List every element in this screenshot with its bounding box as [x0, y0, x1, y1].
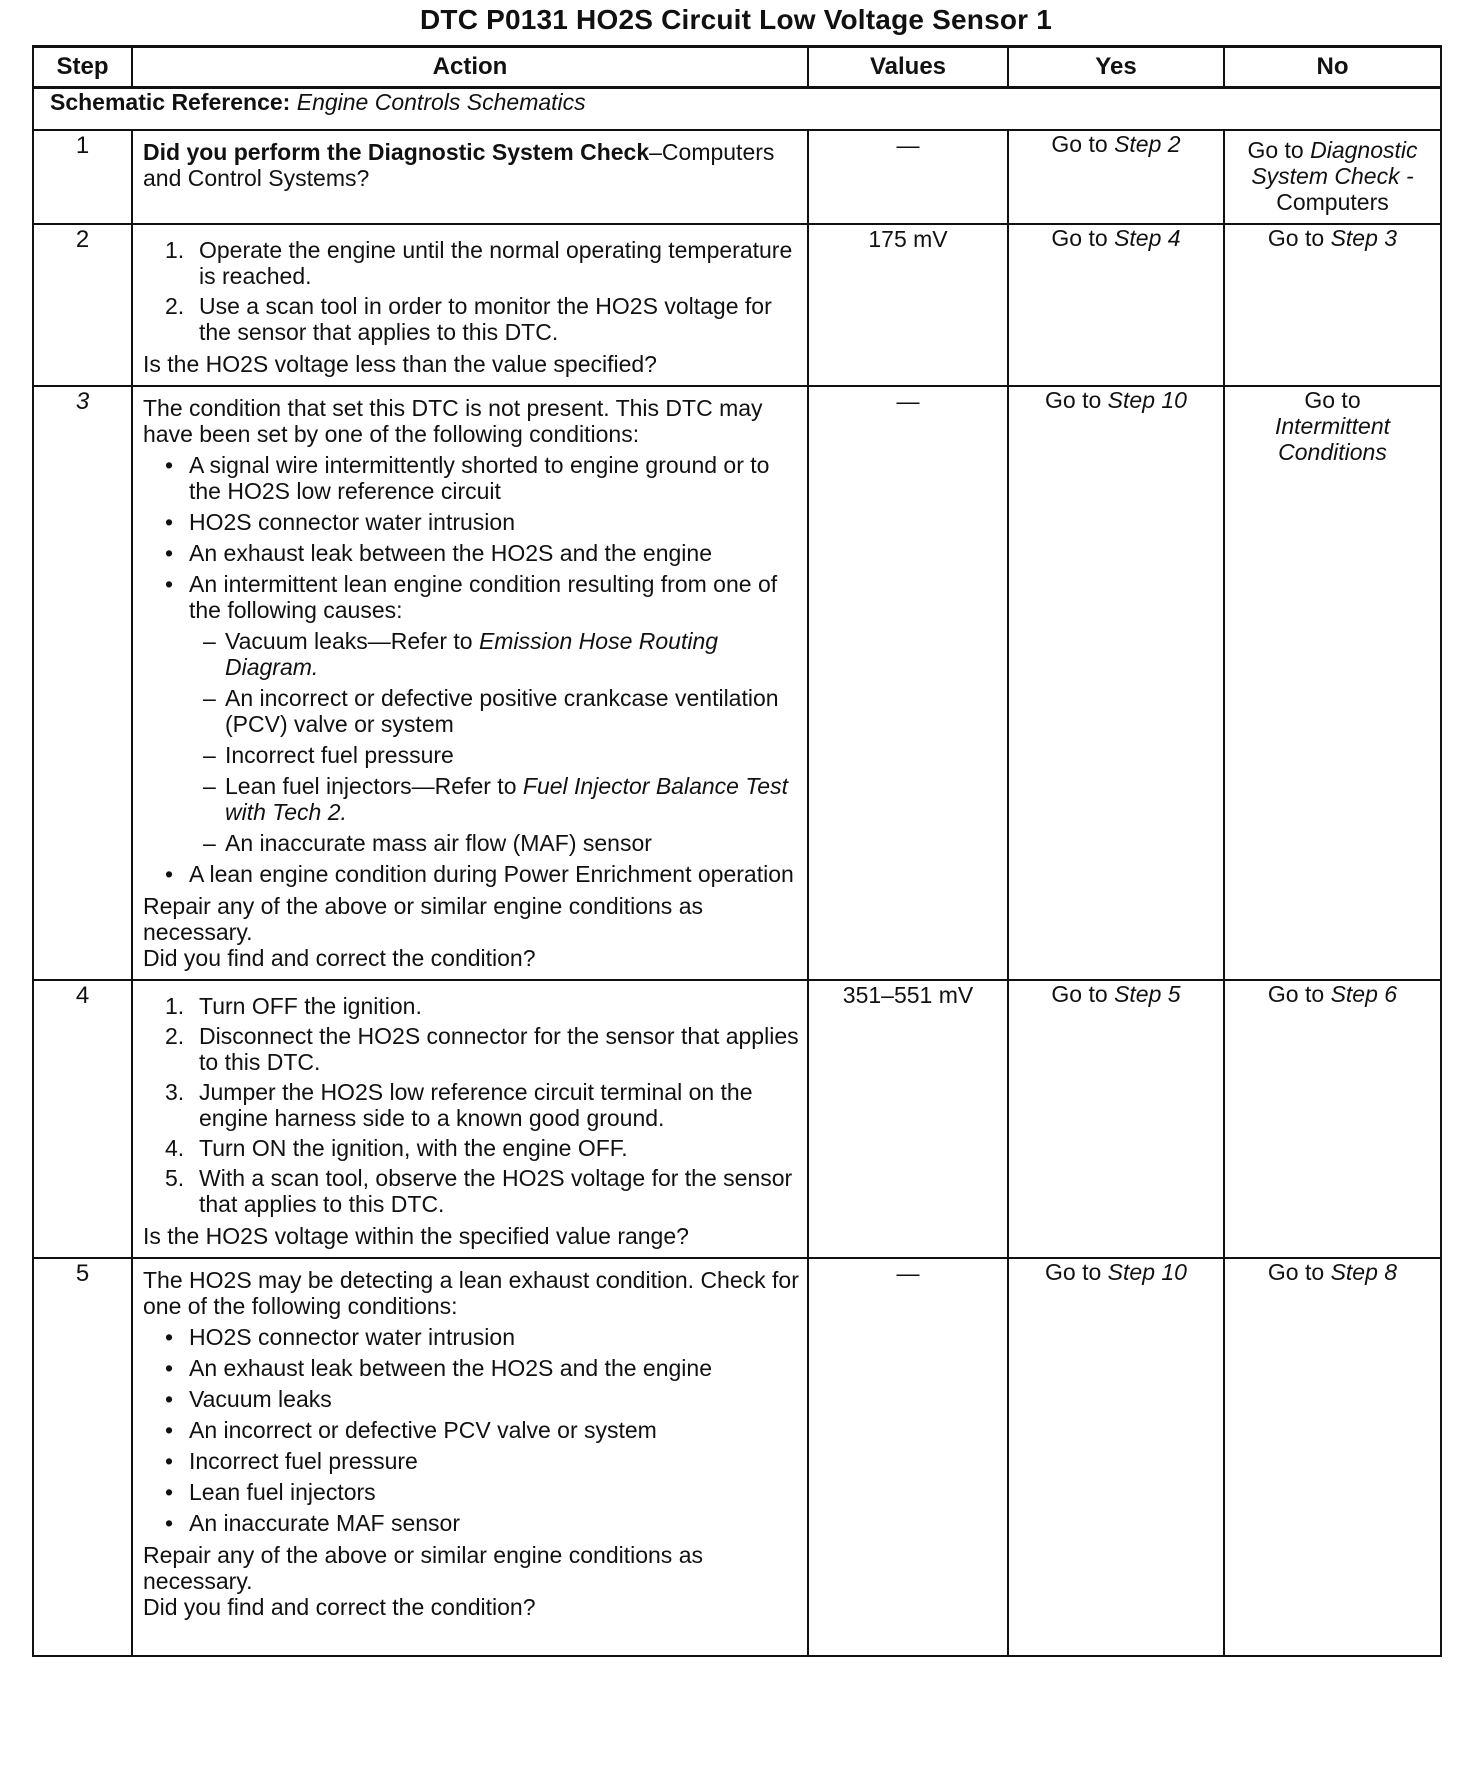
bullet-item: • Vacuum leaks — [143, 1386, 799, 1412]
bullet-item: • A signal wire intermittently shorted to engine ground or to the HO2S low reference circuit — [143, 452, 799, 504]
header-row — [33, 47, 1441, 88]
yes-step-ref: Step 4 — [1114, 225, 1181, 251]
step-action — [132, 980, 808, 1258]
numbered-item: 5. With a scan tool, observe the HO2S voltage for the sensor that applies to this DTC. — [165, 1165, 793, 1217]
schematic-reference-row — [33, 88, 1441, 131]
yes-cell — [1008, 130, 1224, 224]
header-action: Action — [132, 47, 808, 88]
yes-cell — [1008, 224, 1224, 386]
no-cell — [1224, 130, 1441, 224]
header-step: Step — [33, 47, 132, 88]
item-text: Turn OFF the ignition. — [199, 993, 422, 1019]
step-action — [132, 130, 808, 224]
step-action — [132, 1258, 808, 1656]
step-action — [132, 386, 808, 980]
table-row — [33, 1258, 1441, 1656]
step-question: Did you find and correct the condition? — [143, 1594, 536, 1620]
go-to-label: Go to — [1051, 981, 1108, 1007]
no-cell — [1224, 386, 1441, 980]
dash-text: Lean fuel injectors—Refer to — [225, 773, 523, 799]
no-step-ref: Step 6 — [1330, 981, 1398, 1007]
action-text: –Computers and Control Systems? — [143, 139, 775, 191]
yes-cell — [1008, 980, 1224, 1258]
table-row — [33, 386, 1441, 980]
step-action — [132, 224, 808, 386]
go-to-label: Go to — [1304, 387, 1361, 413]
yes-step-ref: Step 10 — [1107, 1259, 1187, 1285]
numbered-item: 3. Jumper the HO2S low reference circuit terminal on the engine harness side to a known good ground. — [165, 1079, 753, 1131]
dash-item — [143, 773, 799, 825]
step-question: Did you find and correct the condition? — [143, 945, 536, 971]
step-number: 1 — [33, 130, 132, 224]
header-yes: Yes — [1008, 47, 1224, 88]
numbered-item: 4. Turn ON the ignition, with the engine OFF. — [165, 1135, 628, 1161]
step-intro: The condition that set this DTC is not present. This DTC may have been set by one of the following conditions: — [143, 395, 763, 447]
bullet-item: • An inaccurate MAF sensor — [143, 1510, 799, 1536]
step-value: 175 mV — [808, 224, 1008, 386]
yes-step-ref: Step 2 — [1114, 131, 1181, 157]
dash-ref: Emission Hose Routing Diagram. — [225, 628, 719, 680]
numbered-item: 2. Use a scan tool in order to monitor the HO2S voltage for the sensor that applies to this DTC. — [165, 293, 772, 345]
page-title: DTC P0131 HO2S Circuit Low Voltage Sensor 1 — [419, 4, 1053, 35]
step-repair: Repair any of the above or similar engine conditions as necessary. — [143, 893, 703, 945]
table-row — [33, 224, 1441, 386]
yes-step-ref: Step 5 — [1114, 981, 1181, 1007]
schematic-reference — [33, 88, 1441, 131]
diagnostic-table — [32, 45, 1442, 1657]
step-value: — — [808, 130, 1008, 224]
step-number: 2 — [33, 224, 132, 386]
yes-step-ref: Step 10 — [1107, 387, 1187, 413]
item-text: With a scan tool, observe the HO2S voltage for the sensor that applies to this DTC. — [199, 1165, 793, 1217]
item-text: Jumper the HO2S low reference circuit terminal on the engine harness side to a known good ground. — [199, 1079, 753, 1131]
bullet-item: • HO2S connector water intrusion — [143, 1324, 799, 1350]
yes-cell — [1008, 386, 1224, 980]
bullet-item: • An exhaust leak between the HO2S and the engine — [143, 1355, 799, 1381]
go-to-label: Go to — [1247, 137, 1304, 163]
item-text: Turn ON the ignition, with the engine OFF. — [199, 1135, 628, 1161]
yes-cell — [1008, 1258, 1224, 1656]
step-number: 5 — [33, 1258, 132, 1656]
dash-item: – Incorrect fuel pressure — [143, 742, 799, 768]
go-to-label: Go to — [1045, 1259, 1102, 1285]
item-text: Use a scan tool in order to monitor the HO2S voltage for the sensor that applies to this DTC. — [199, 293, 772, 345]
step-question: Is the HO2S voltage within the specified value range? — [143, 1223, 689, 1249]
go-to-label: Go to — [1051, 225, 1108, 251]
step-value: 351–551 mV — [808, 980, 1008, 1258]
step-number: 3 — [33, 386, 132, 980]
action-bold-text: Did you perform the Diagnostic System Check — [143, 139, 650, 165]
table-row — [33, 980, 1441, 1258]
dash-item: – An incorrect or defective positive crankcase ventilation (PCV) valve or system — [143, 685, 799, 737]
numbered-item: 1. Operate the engine until the normal operating temperature is reached. — [165, 237, 793, 289]
step-value: — — [808, 1258, 1008, 1656]
no-ref-italic: Intermittent Conditions — [1274, 413, 1391, 465]
no-cell — [1224, 980, 1441, 1258]
bullet-item: • An intermittent lean engine condition resulting from one of the following causes: — [143, 571, 799, 623]
no-ref-text: Computers — [1276, 189, 1389, 215]
dash-item: – An inaccurate mass air flow (MAF) sensor — [143, 830, 799, 856]
item-text: Operate the engine until the normal operating temperature is reached. — [199, 237, 793, 289]
go-to-label: Go to — [1267, 1259, 1325, 1285]
no-step-ref: Step 8 — [1330, 1259, 1398, 1285]
dash-text: Vacuum leaks—Refer to — [225, 628, 479, 654]
header-no: No — [1224, 47, 1441, 88]
bullet-item: • Incorrect fuel pressure — [143, 1448, 799, 1474]
numbered-item: 2. Disconnect the HO2S connector for the sensor that applies to this DTC. — [165, 1023, 799, 1075]
go-to-label: Go to — [1267, 225, 1325, 251]
go-to-label: Go to — [1045, 387, 1102, 413]
step-number: 4 — [33, 980, 132, 1258]
step-value: — — [808, 386, 1008, 980]
numbered-item: 1. Turn OFF the ignition. — [165, 993, 422, 1019]
bullet-item: • An exhaust leak between the HO2S and the engine — [143, 540, 799, 566]
no-ref-italic: Diagnostic System Check - — [1251, 137, 1418, 189]
go-to-label: Go to — [1267, 981, 1325, 1007]
table-row — [33, 130, 1441, 224]
no-step-ref: Step 3 — [1330, 225, 1398, 251]
no-cell — [1224, 224, 1441, 386]
bullet-item: • HO2S connector water intrusion — [143, 509, 799, 535]
no-cell — [1224, 1258, 1441, 1656]
item-text: Disconnect the HO2S connector for the sensor that applies to this DTC. — [199, 1023, 799, 1075]
step-intro: The HO2S may be detecting a lean exhaust condition. Check for one of the following conditions: — [143, 1267, 799, 1319]
step-repair: Repair any of the above or similar engine conditions as necessary. — [143, 1542, 703, 1594]
bullet-item: • An incorrect or defective PCV valve or system — [143, 1417, 799, 1443]
bullet-item: • Lean fuel injectors — [143, 1479, 799, 1505]
schematic-ref: Engine Controls Schematics — [296, 89, 586, 115]
dash-ref: Fuel Injector Balance Test with Tech 2. — [225, 773, 788, 825]
bullet-item: • A lean engine condition during Power Enrichment operation — [143, 861, 799, 887]
go-to-label: Go to — [1051, 131, 1108, 157]
dash-item — [143, 628, 799, 680]
schematic-label: Schematic Reference: — [50, 89, 291, 115]
header-values: Values — [808, 47, 1008, 88]
step-question: Is the HO2S voltage less than the value specified? — [143, 351, 657, 377]
